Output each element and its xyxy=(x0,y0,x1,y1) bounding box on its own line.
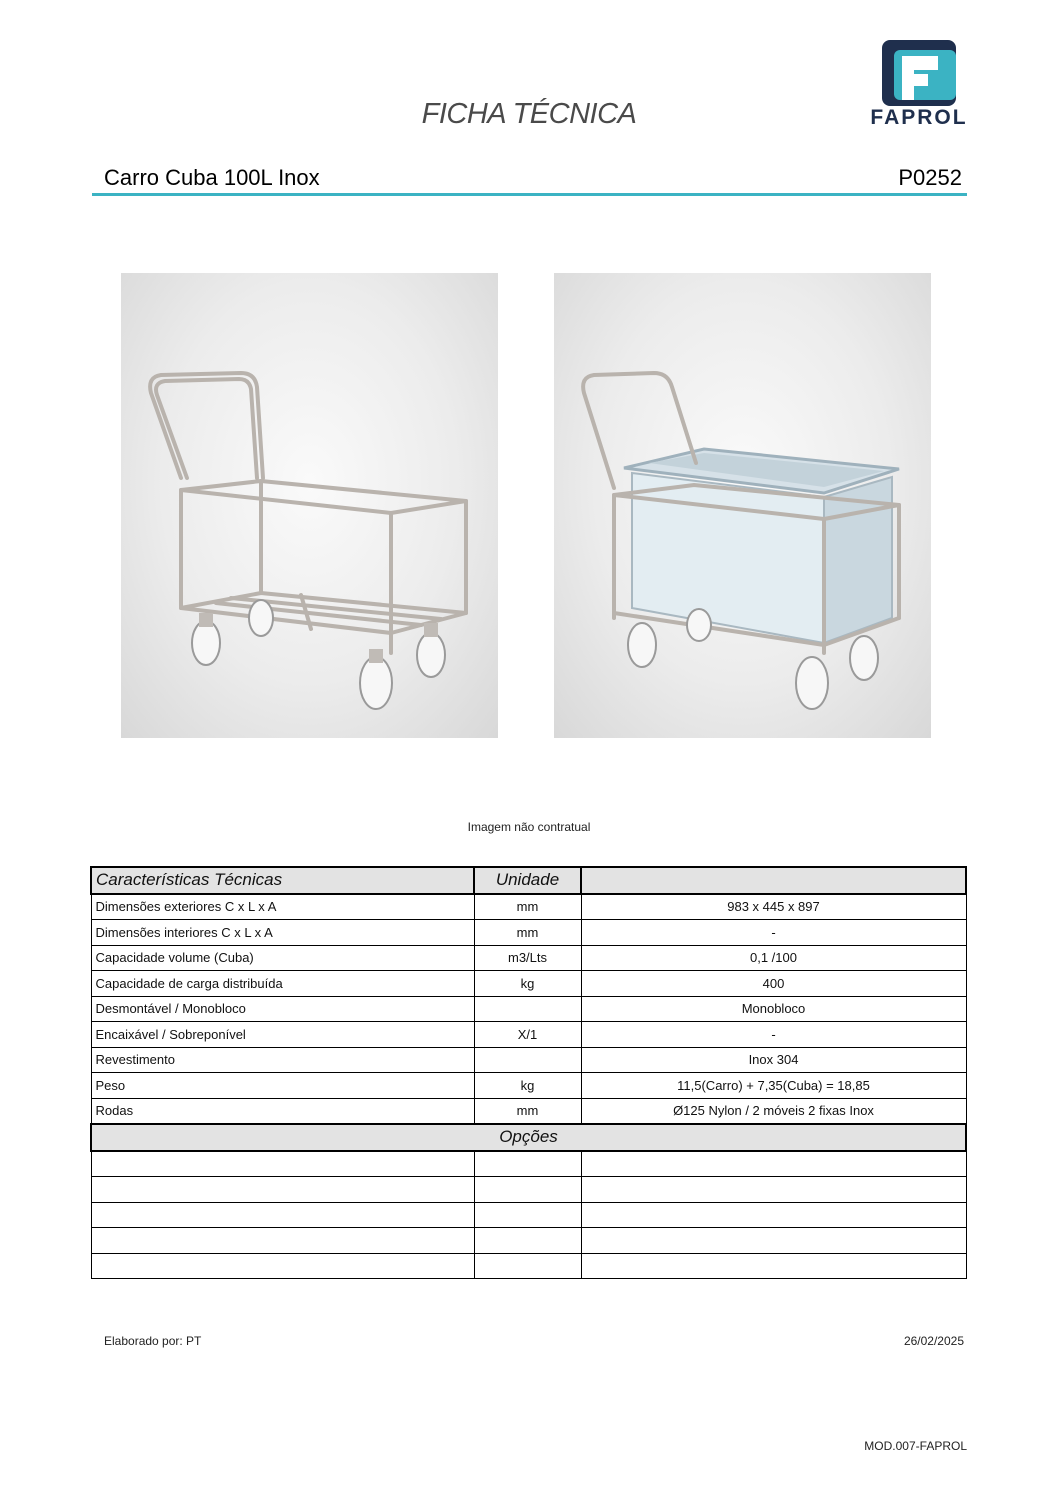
row-unit: X/1 xyxy=(474,1022,581,1048)
option-label xyxy=(91,1151,474,1177)
row-label: Dimensões interiores C x L x A xyxy=(91,920,474,946)
logo-wordmark: FAPROL xyxy=(870,106,968,129)
table-row xyxy=(91,1047,966,1073)
row-value: Inox 304 xyxy=(581,1047,966,1073)
option-value xyxy=(581,1177,966,1203)
document-date: 26/02/2025 xyxy=(903,1334,964,1348)
option-label xyxy=(91,1228,474,1254)
row-unit xyxy=(474,996,581,1022)
row-value: - xyxy=(581,1022,966,1048)
row-unit: mm xyxy=(474,920,581,946)
row-value: 983 x 445 x 897 xyxy=(581,894,966,920)
option-unit xyxy=(474,1151,581,1177)
table-header-row xyxy=(91,867,966,894)
title-divider xyxy=(92,193,967,196)
header-unit: Unidade xyxy=(474,867,581,894)
row-label: Capacidade de carga distribuída xyxy=(91,971,474,997)
options-header-row xyxy=(91,1124,966,1151)
row-label: Peso xyxy=(91,1073,474,1099)
row-label: Revestimento xyxy=(91,1047,474,1073)
option-row xyxy=(91,1202,966,1228)
table-row xyxy=(91,1022,966,1048)
table-row xyxy=(91,920,966,946)
row-label: Rodas xyxy=(91,1098,474,1124)
prepared-by: Elaborado por: PT xyxy=(104,1334,202,1348)
option-row xyxy=(91,1253,966,1279)
row-unit: kg xyxy=(474,971,581,997)
row-value: - xyxy=(581,920,966,946)
row-unit: m3/Lts xyxy=(474,945,581,971)
option-row xyxy=(91,1177,966,1203)
table-row xyxy=(91,894,966,920)
row-label: Capacidade volume (Cuba) xyxy=(91,945,474,971)
table-row xyxy=(91,996,966,1022)
table-row xyxy=(91,945,966,971)
table-row xyxy=(91,1073,966,1099)
option-value xyxy=(581,1228,966,1254)
product-name: Carro Cuba 100L Inox xyxy=(104,165,320,190)
option-label xyxy=(91,1202,474,1228)
option-value xyxy=(581,1202,966,1228)
document-title: FICHA TÉCNICA xyxy=(421,98,637,130)
product-code: P0252 xyxy=(898,165,962,190)
option-value xyxy=(581,1253,966,1279)
cart-with-tub-image xyxy=(554,273,931,738)
option-unit xyxy=(474,1177,581,1203)
table-row xyxy=(91,1098,966,1124)
cart-frame-image xyxy=(121,273,498,738)
options-title: Opções xyxy=(91,1124,966,1151)
row-unit xyxy=(474,1047,581,1073)
header-value xyxy=(581,867,966,894)
option-row xyxy=(91,1228,966,1254)
row-value: Monobloco xyxy=(581,996,966,1022)
row-label: Desmontável / Monobloco xyxy=(91,996,474,1022)
header-characteristics: Características Técnicas xyxy=(91,867,474,894)
row-unit: mm xyxy=(474,1098,581,1124)
option-value xyxy=(581,1151,966,1177)
option-unit xyxy=(474,1202,581,1228)
row-value: 11,5(Carro) + 7,35(Cuba) = 18,85 xyxy=(581,1073,966,1099)
row-value: Ø125 Nylon / 2 móveis 2 fixas Inox xyxy=(581,1098,966,1124)
row-value: 0,1 /100 xyxy=(581,945,966,971)
row-unit: mm xyxy=(474,894,581,920)
model-reference: MOD.007-FAPROL xyxy=(864,1439,967,1453)
option-row xyxy=(91,1151,966,1177)
row-value: 400 xyxy=(581,971,966,997)
row-label: Encaixável / Sobreponível xyxy=(91,1022,474,1048)
technical-specs-table xyxy=(90,866,967,1279)
image-disclaimer: Imagem não contratual xyxy=(467,820,591,834)
option-unit xyxy=(474,1253,581,1279)
option-unit xyxy=(474,1228,581,1254)
option-label xyxy=(91,1253,474,1279)
table-row xyxy=(91,971,966,997)
row-unit: kg xyxy=(474,1073,581,1099)
row-label: Dimensões exteriores C x L x A xyxy=(91,894,474,920)
option-label xyxy=(91,1177,474,1203)
